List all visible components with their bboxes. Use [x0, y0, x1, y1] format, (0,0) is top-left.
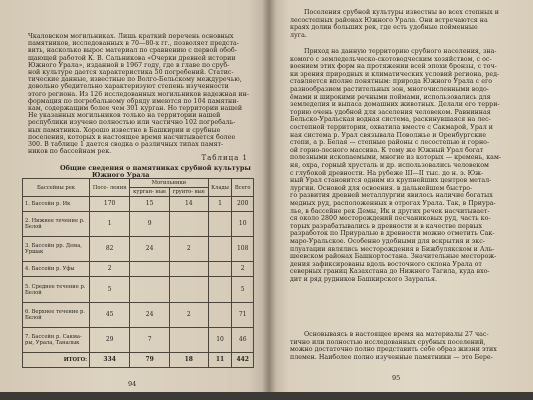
table-cell-hoards	[208, 302, 232, 327]
text-line: вить, насколько вырос материал по сравнению с первой обоб-	[28, 47, 237, 55]
text-line: дения зафиксированы вдоль восточного склона Урала от	[290, 260, 482, 268]
table-cell-total: 2	[232, 262, 254, 277]
text-line: 300. В таблице 1 дается сводка о различных типах памят-	[28, 141, 224, 148]
table-cell-grunt: 14	[169, 197, 208, 212]
table-cell-hoards	[208, 262, 232, 277]
table-total-row	[23, 352, 254, 367]
text-line: ставляется вполне понятным: природа Южного Урала с его	[290, 78, 493, 86]
text-line: этого региона. Из 126 исследованных могильников надежная ин-	[28, 90, 250, 98]
text-line: с глубокой древности. На рубеже III—II тыс. до н. э. Юж-	[290, 169, 484, 177]
text-line: ки зрения природных и климатических условий региона, ред-	[290, 70, 500, 78]
table-cell-settlements: 1	[90, 212, 130, 237]
text-line: лургии. Основой для освоения. в дальнейшем быстро-	[290, 184, 473, 192]
left-page	[0, 0, 270, 392]
table-cell-hoards: 10	[208, 327, 232, 352]
text-line: тично или полностью исследованных срубных поселений,	[290, 338, 486, 346]
text-line: республики изучено полностью или частично 102 погребаль-	[28, 119, 236, 127]
text-line: кам, содержащим более чем 301 курган. Но территории нашей	[28, 105, 243, 112]
text-line: ная система р. Урал связывала Поволжье и Оренбургские	[290, 131, 487, 139]
table-cell-river: 1. Бассейн р. Ик	[23, 197, 90, 212]
table-row	[23, 277, 254, 302]
table-row	[23, 212, 254, 237]
table-cell-total: 5	[232, 277, 254, 302]
text-line: Не указанных могильников только на территории нашей	[28, 112, 221, 120]
text-line: го развития древней металлургии явилось наличие богатых	[290, 192, 493, 200]
table-row	[23, 237, 254, 262]
table-body	[23, 197, 254, 368]
text-line: Основываясь в настоящее время на материалы 27 час-	[304, 331, 489, 338]
column-header-burials: Могильники	[130, 179, 208, 188]
text-line: памятников, исследованных в 70—80-х гг., позволяет предста-	[28, 40, 239, 48]
table-total-total: 442	[232, 352, 254, 367]
column-header-settlements: Посе- ления	[90, 179, 130, 197]
book-gutter	[262, 0, 276, 392]
text-line: формация по погребальному обряду имеются по 104 памятни-	[28, 97, 239, 105]
text-line: ной культуре дается характеристика 50 погребений. Статис-	[28, 69, 234, 76]
table-total-label: ИТОГО:	[23, 352, 90, 367]
table-total-settlements: 334	[90, 352, 130, 367]
table-caption: Таблица 1	[201, 154, 248, 162]
text-line: ный Урал становится одним из крупнейших центров метал-	[290, 177, 492, 185]
table-cell-grunt: 2	[169, 237, 208, 262]
text-line: тические данные, известные по Волго-Бельскому междуречью,	[28, 76, 242, 84]
text-line: торых разрабатывались в древности и в качестве первых	[290, 222, 483, 230]
column-header-kurgan: курган- ные	[130, 188, 170, 197]
text-line: Бельско-Уральская водная система, раскинувшаяся на лес-	[290, 116, 491, 124]
table-cell-total: 108	[232, 237, 254, 262]
table-cell-kurgan: 24	[130, 237, 170, 262]
text-line: Поселения срубной культуры известны во всех степных и	[304, 9, 499, 16]
table-cell-grunt	[169, 212, 208, 237]
text-line: плуатации являлись месторождения в Бижбулякском и Аль-	[290, 245, 495, 253]
text-line: северных границ Казахстана до Нижнего Тагила, куда вхо-	[290, 268, 490, 276]
table-cell-total: 71	[232, 302, 254, 327]
table-cell-hoards	[208, 277, 232, 302]
text-line: полезными ископаемыми, многие из которых — кремень, кам-	[290, 154, 502, 162]
text-line: дит и ряд рудников Башкирского Зауралья.	[290, 276, 438, 283]
table-cell-grunt: 2	[169, 302, 208, 327]
text-line: воением этих форм на протяжении всей эпохи бронзы, с точ-	[290, 63, 497, 71]
table-cell-river: 6. Верхнее течение р. Белой	[23, 302, 90, 327]
text-line: поселения, которых в настоящее время насчитывается более	[28, 133, 236, 141]
text-line: лье, в бассейне рек Демы, Ик и других речек насчитывает-	[290, 207, 490, 215]
sites-table	[22, 178, 254, 368]
table-cell-settlements: 2	[90, 262, 130, 277]
table-cell-kurgan: 9	[130, 212, 170, 237]
table-cell-settlements: 170	[90, 197, 130, 212]
text-line: земледелия и выпаса домашних животных. Делали его терри-	[290, 101, 500, 109]
column-header-grunt: грунто- вые	[169, 188, 208, 197]
text-line: ой горно-лесного массива. К тому же Южный Урал богат	[290, 146, 484, 154]
text-line: краях долин больших рек, где есть удобные пойменные	[290, 24, 478, 32]
table-cell-kurgan: 15	[130, 197, 170, 212]
text-line: комого с земледельческо-скотоводческим хозяйством, с ос-	[290, 55, 492, 63]
table-cell-hoards	[208, 237, 232, 262]
text-line: ся около 2800 месторождений песчаниковых руд, часть ко-	[290, 215, 491, 223]
table-cell-hoards: 1	[208, 197, 232, 212]
table-title-line2: Южного Урала	[92, 171, 150, 179]
text-line: шеевском районах Башкортостана. Значительные месторож-	[290, 253, 497, 261]
table-cell-hoards	[208, 212, 232, 237]
table-total-kurgan: 79	[130, 352, 170, 367]
text-line: состепной территории, охватила вместе с Сакмарой, Урал и	[290, 124, 493, 131]
table-cell-settlements: 45	[90, 302, 130, 327]
page-number-left: 94	[128, 380, 137, 388]
table-cell-grunt	[169, 262, 208, 277]
table-cell-kurgan: 24	[130, 302, 170, 327]
text-line: ных памятника. Хорошо известно в Башкирии и срубные	[28, 126, 221, 134]
table-cell-river: 7. Бассейн р. Сакма- ры, Урала, Таналык	[23, 327, 90, 352]
page-number-right: 95	[392, 374, 401, 382]
table-cell-grunt	[169, 327, 208, 352]
table-cell-total: 46	[232, 327, 254, 352]
text-line: маро-Уральское. Особенно удобными для вскрытия и экс-	[290, 238, 485, 245]
table-cell-river: 2. Нижнее течение р. Белой	[23, 212, 90, 237]
text-line: Южного Урала», изданной в 1967 году, где в главе по сруб-	[28, 61, 230, 69]
table-cell-kurgan: 7	[130, 327, 170, 352]
right-page	[268, 0, 533, 392]
text-line: разнообразием растительных зон, многочисленными водо-	[290, 86, 489, 93]
table-row	[23, 302, 254, 327]
text-line: Чкаловском могильниках. Лишь краткий перечень основных	[28, 33, 234, 40]
table-cell-kurgan	[130, 277, 170, 302]
text-line: торию очень удобной для заселения человеком. Равнинная	[290, 108, 491, 116]
table-row	[23, 262, 254, 277]
table-cell-total: 10	[232, 212, 254, 237]
table-cell-settlements: 5	[90, 277, 130, 302]
table-cell-river: 5. Среднее течение р. Белой	[23, 277, 90, 302]
table-cell-river: 4. Бассейн р. Уфы	[23, 262, 90, 277]
column-header-total: Всего	[232, 179, 254, 197]
table-title-line1: Общие сведения о памятниках срубной культуры	[60, 164, 251, 172]
column-header-hoards: Клады	[208, 179, 232, 197]
table-cell-kurgan	[130, 262, 170, 277]
table-row	[23, 197, 254, 212]
text-line: ня, охра, горный хрусталь и др. использовались человеком	[290, 162, 489, 169]
text-line: щающей работой К. В. Сальникова «Очерки древней истории	[28, 54, 236, 62]
table-total-grunt: 18	[169, 352, 208, 367]
text-line: луга.	[290, 31, 307, 39]
text-line: Приход на данную территорию срубного населения, зна-	[304, 48, 497, 55]
table-row	[23, 327, 254, 352]
text-line: медных руд, расположенных в отрогах Урала. Так, в Приура-	[290, 200, 496, 207]
table-total-hoards: 11	[208, 352, 232, 367]
table-cell-total: 200	[232, 197, 254, 212]
table-cell-settlements: 82	[90, 237, 130, 262]
text-line: лесостепных районах Южного Урала. Они встречаются на	[290, 16, 488, 24]
table-cell-grunt	[169, 277, 208, 302]
text-line: разработок по Приуралью в древности можно отметить Сак-	[290, 230, 495, 238]
column-header-river: Бассейны рек	[23, 179, 90, 197]
text-line: племен. Наиболее полно изученные памятники — это Бере-	[290, 353, 493, 361]
table-cell-river: 3. Бассейн pp. Дема, Уршак	[23, 237, 90, 262]
table-cell-settlements: 29	[90, 327, 130, 352]
text-line: ёмами и широкими речными поймами, использовались для	[290, 93, 491, 101]
text-line: ников по бассейнам рек.	[28, 148, 112, 156]
text-line: можно достаточно полно представить себе образ жизни этих	[290, 346, 497, 354]
text-line: степи, а р. Белая — степные районы с лесостепью и горно-	[290, 139, 490, 147]
text-line: довольно убедительно характеризуют степень изученности	[28, 83, 229, 91]
